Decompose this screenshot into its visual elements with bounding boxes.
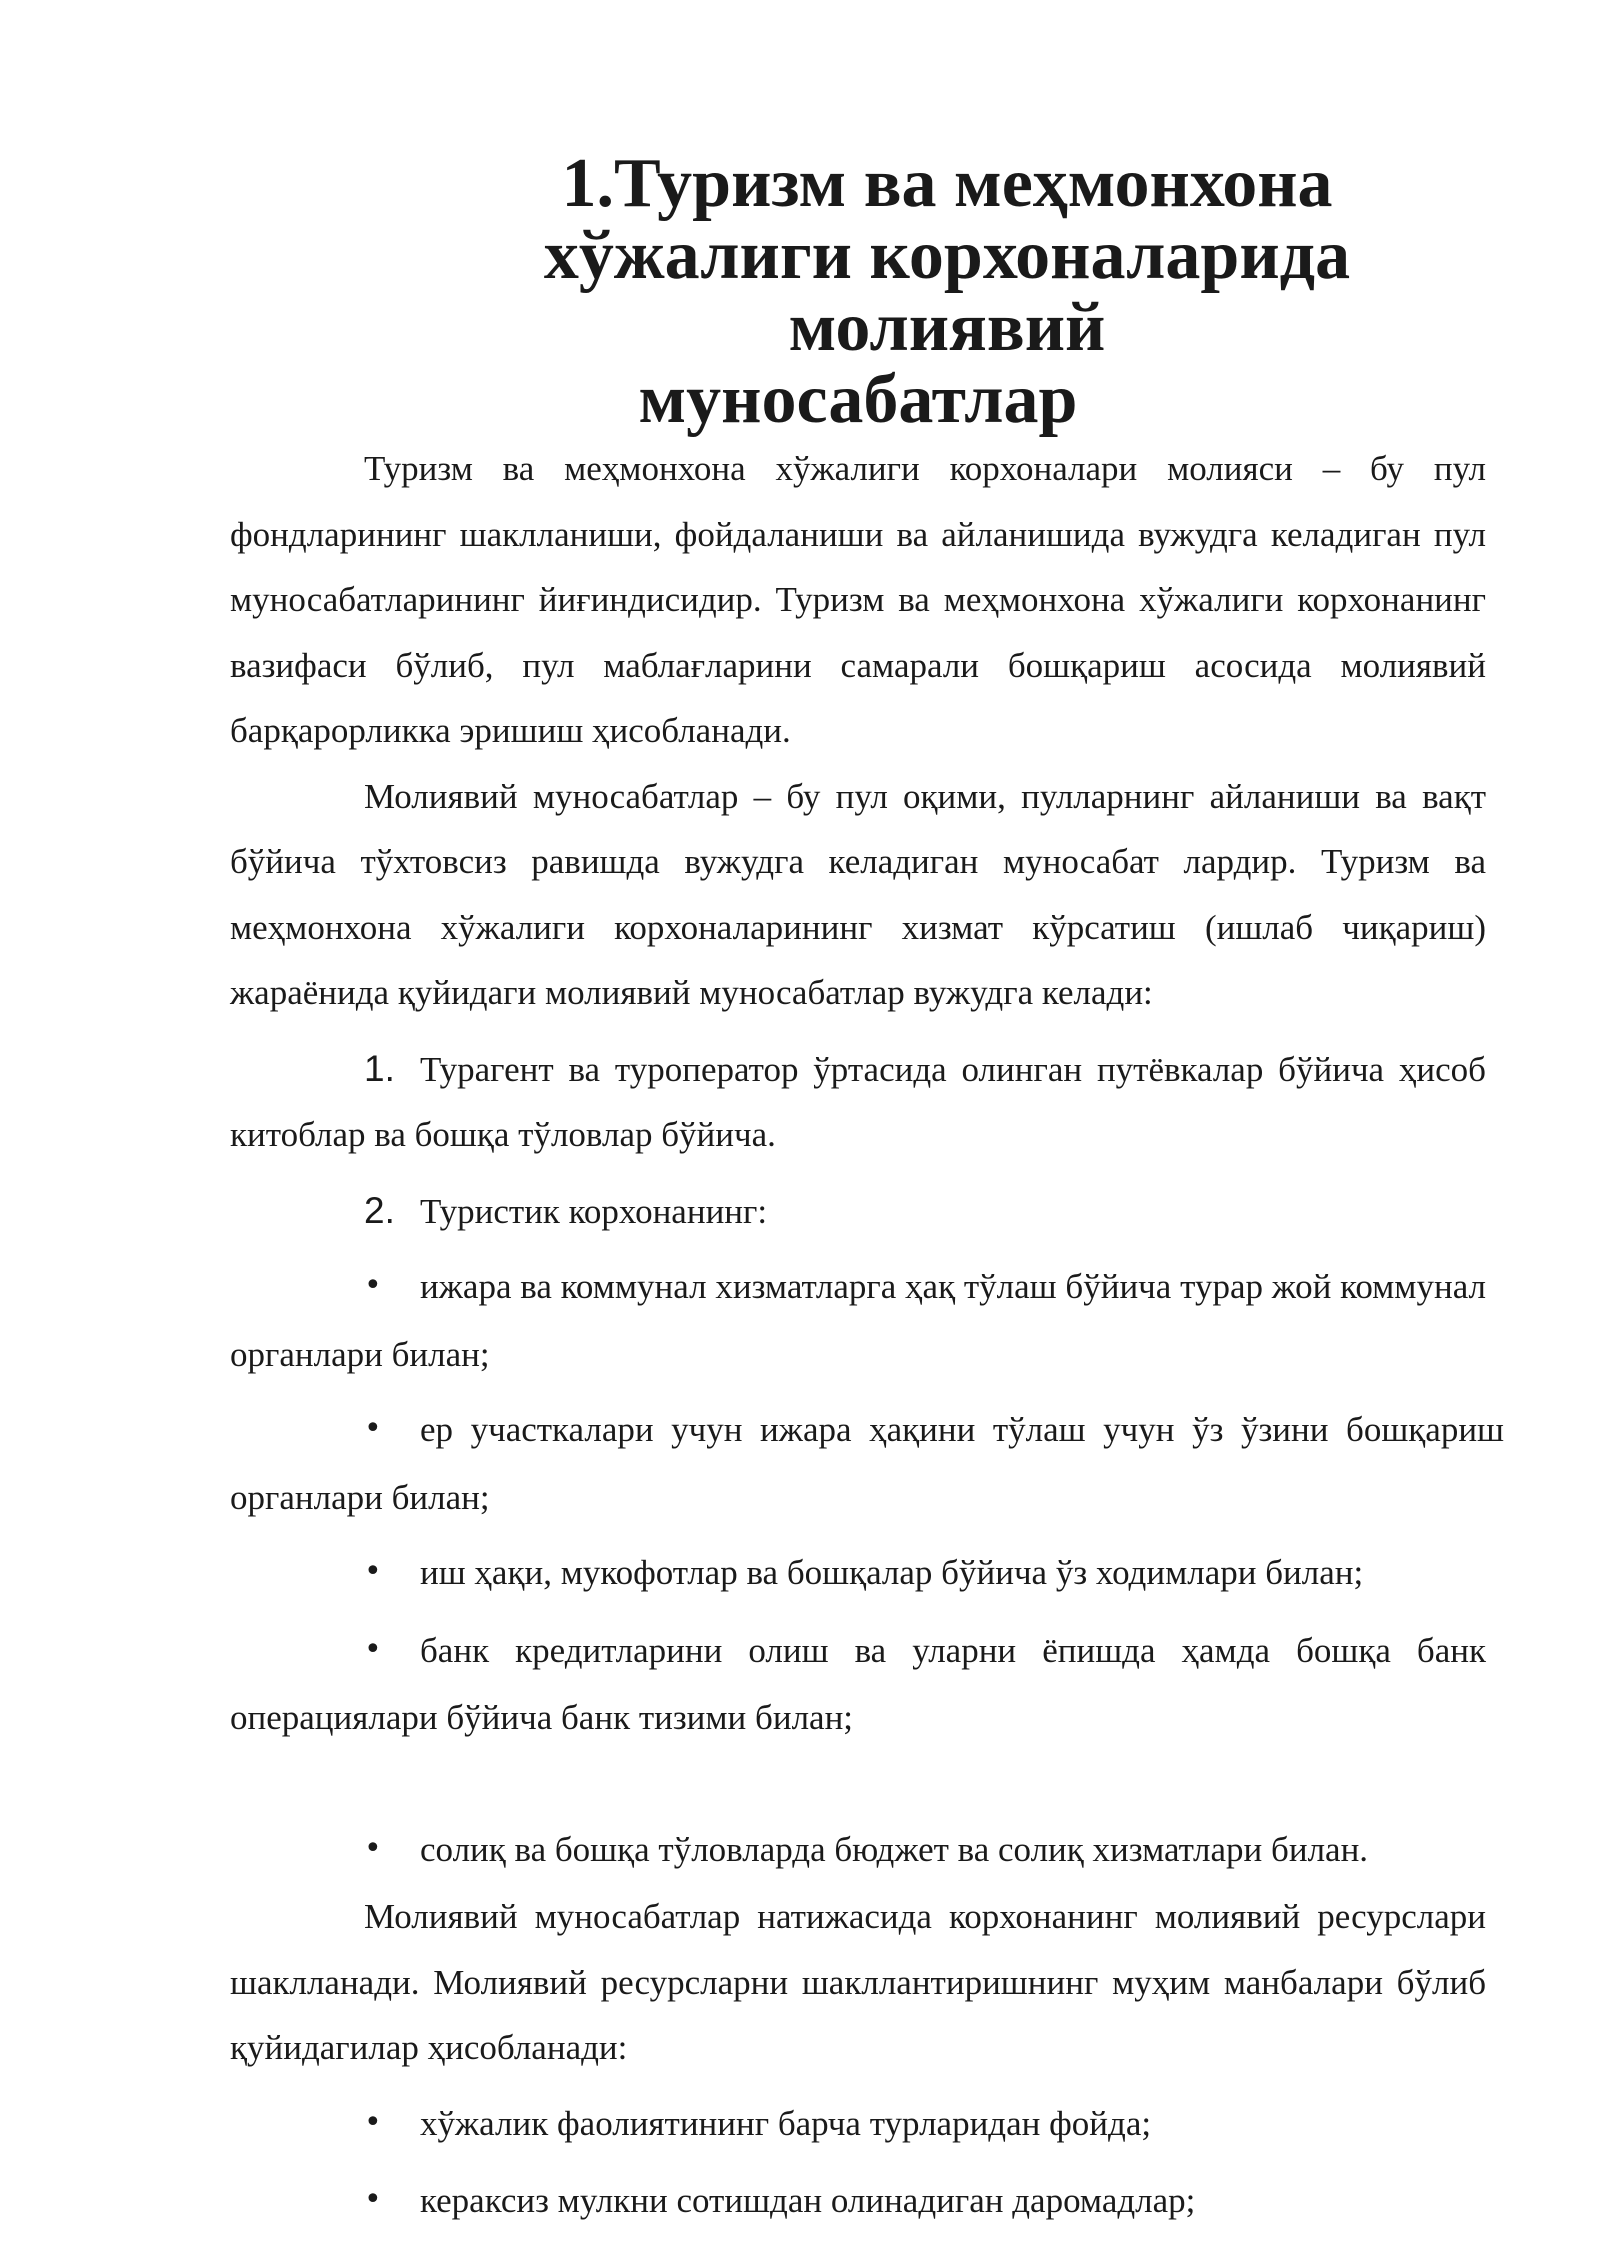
bullet-item [230, 1817, 1486, 1885]
document-page [230, 145, 1504, 2236]
paragraph-finance-definition: Туризм ва меҳмонхона хўжалиги корхоналари молияси – бу пул фондларининг шаклланиши, фойдаланиши ва айланишида вужудга келадиган пул муносабатларининг йиғиндисидир. Туризм ва меҳмонхона хўжалиги корхонанинг вазифаси бўлиб, пул маблағларини самарали бошқариш асосида молиявий барқарорликка эришиш ҳисобланади. [230, 449, 1486, 750]
bullet-text: кераксиз мулкни сотишдан олинадиган даромадлар; [420, 2181, 1196, 2220]
bullet-item [230, 1397, 1504, 1530]
numbered-item-1 [230, 1036, 1486, 1168]
section-heading-line2: муносабатлар [638, 361, 1078, 438]
bullet-text: банк кредитларини олиш ва уларни ёпишда ҳамда бошқа банк операциялари бўйича банк тизими билан; [230, 1630, 1486, 1737]
bullet-text: солиқ ва бошқа тўловларда бюджет ва солиқ хизматлари билан. [420, 1829, 1369, 1869]
bullet-marker: • [364, 1830, 382, 1866]
section-heading-line1: 1.Туризм ва меҳмонхона хўжалиги корхоналарида молиявий [543, 145, 1351, 366]
bullet-item [230, 1540, 1486, 1608]
section-heading [230, 145, 1486, 438]
bullet-item [230, 2091, 1486, 2159]
numbered-item-2 [230, 1178, 1486, 1245]
blank-line [230, 1751, 1486, 1807]
bullet-marker: • [364, 2104, 382, 2140]
bullet-text: хўжалик фаолиятининг барча турларидан фойда; [420, 2103, 1152, 2143]
bullet-item [230, 1254, 1486, 1387]
bullet-text: ер участкалари учун ижара ҳақини тўлаш учун ўз ўзини бошқариш органлари билан; [230, 1410, 1504, 1517]
bullet-marker: • [364, 1411, 382, 1446]
bullet-marker: • [364, 1631, 382, 1667]
bullet-item [230, 1618, 1486, 1751]
item-number: 2. [364, 1189, 395, 1231]
bullet-item [230, 2168, 1486, 2236]
bullet-marker: • [364, 1268, 382, 1303]
paragraph-financial-resources: Молиявий муносабатлар натижасида корхонанинг молиявий ресурслари шаклланади. Молиявий ресурсларни шакллантиришнинг муҳим манбалари бўлиб қуйидагилар ҳисобланади: [230, 1897, 1486, 2067]
paragraph-financial-relations: Молиявий муносабатлар – бу пул оқими, пулларнинг айланиши ва вақт бўйича тўхтовсиз равишда вужудга келадиган муносабат лардир. Туризм ва меҳмонхона хўжалиги корхоналарининг хизмат кўрсатиш (ишлаб чиқариш) жараёнида қуйидаги молиявий муносабатлар вужудга келади: [230, 776, 1486, 1012]
bullet-text: ижара ва коммунал хизматларга ҳақ тўлаш бўйича турар жой коммунал органлари билан; [230, 1267, 1486, 1374]
item-number: 1. [364, 1047, 395, 1089]
bullet-text: иш ҳақи, мукофотлар ва бошқалар бўйича ўз ходимлари билан; [420, 1553, 1364, 1592]
bullet-marker: • [364, 1554, 382, 1589]
numbered-item-text: Туристик корхонанинг: [420, 1191, 768, 1231]
bullet-marker: • [364, 2182, 382, 2217]
numbered-item-text: Турагент ва туроператор ўртасида олинган путёвкалар бўйича ҳисоб китоблар ва бошқа тўловлар бўйича. [230, 1049, 1486, 1154]
